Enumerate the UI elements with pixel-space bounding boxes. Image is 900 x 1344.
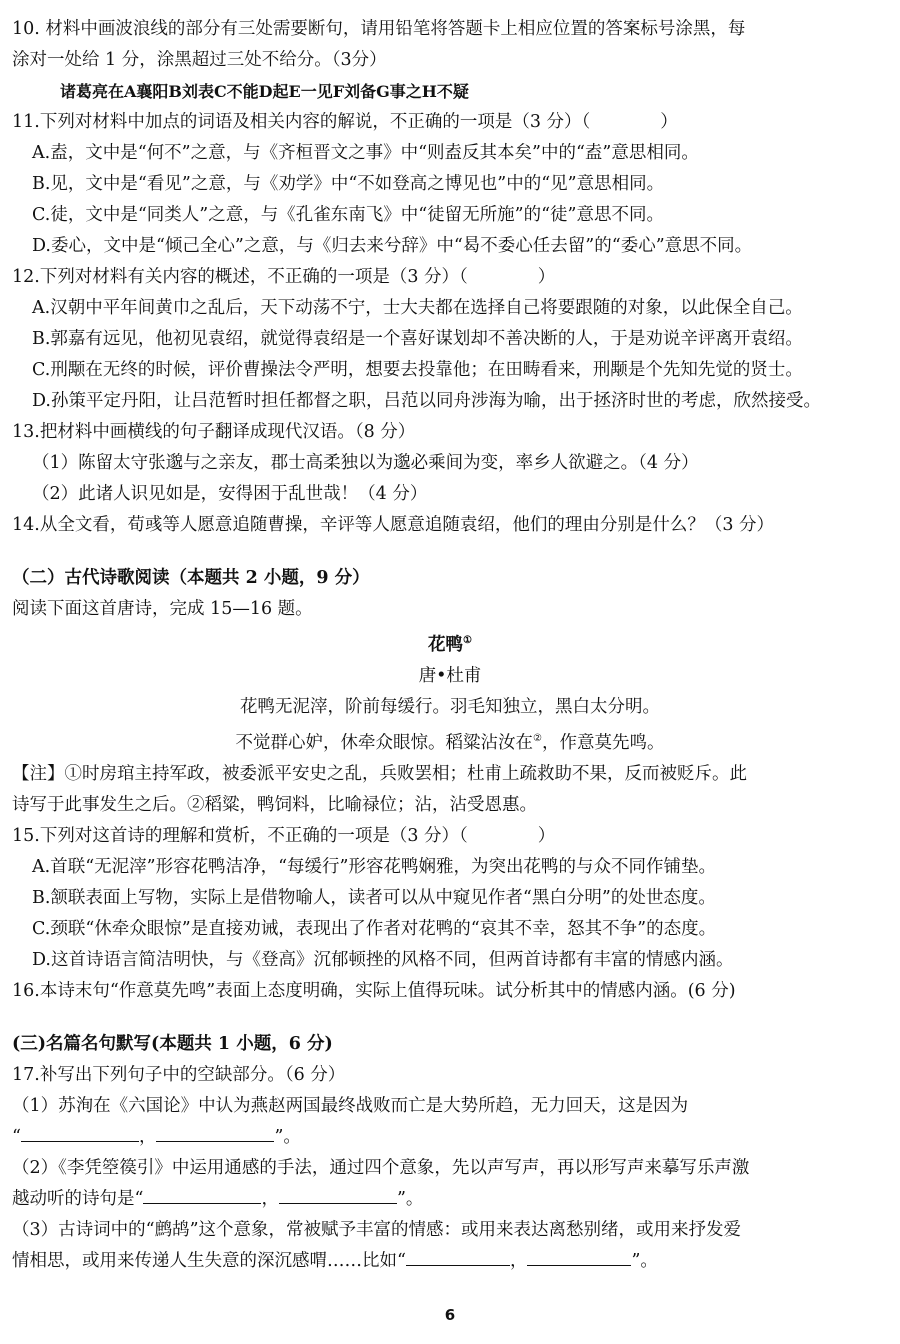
poem-line-2-note-mark: ②: [533, 732, 542, 744]
q17-s3-blank-1[interactable]: [406, 1247, 510, 1266]
poem-note-line1: 【注】①时房琯主持军政，被委派平安史之乱，兵败罢相；杜甫上疏救助不果，反而被贬斥。此: [12, 763, 747, 784]
q11-stem: 11.下列对材料中加点的词语及相关内容的解说，不正确的一项是（3 分）（ ）: [12, 112, 678, 132]
q10-line2: 涂对一处给 1 分，涂黑超过三处不给分。（3分）: [12, 50, 387, 70]
q12-option-b: B.郭嘉有远见，他初见袁绍，就觉得袁绍是一个喜好谋划却不善决断的人，于是劝说辛评离开袁绍。: [32, 329, 803, 349]
q12-option-c: C.刑颙在无终的时候，评价曹操法令严明，想要去投靠他；在田畴看来，刑颙是个先知先觉的贤士。: [32, 360, 803, 380]
poem-note-line2: 诗写于此事发生之后。②稻粱，鸭饲料，比喻禄位；沾，沾受恩惠。: [12, 794, 537, 815]
q17-s3-prefix: 情相思，或用来传递人生失意的深沉感喟……比如“: [12, 1250, 406, 1271]
q17-s2-prefix: 越动听的诗句是“: [12, 1188, 144, 1209]
q17-s1-open-quote: “: [12, 1126, 21, 1147]
q13-stem: 13.把材料中画横线的句子翻译成现代汉语。（8 分）: [12, 422, 416, 442]
q13-sentence-2: （2）此诸人识见如是，安得困于乱世哉！（4 分）: [32, 484, 428, 504]
q11-option-a: A.盍，文中是“何不”之意，与《齐桓晋文之事》中“则盍反其本矣”中的“盍”意思相同。: [32, 143, 699, 163]
q16-stem: 16.本诗末句“作意莫先鸣”表面上态度明确，实际上值得玩味。试分析其中的情感内涵。(6 分): [12, 980, 736, 1001]
q11-option-c: C.徒，文中是“同类人”之意，与《孔雀东南飞》中“徒留无所施”的“徒”意思不同。: [32, 205, 665, 225]
q15-option-d: D.这首诗语言简洁明快，与《登高》沉郁顿挫的风格不同，但两首诗都有丰富的情感内涵。: [32, 949, 734, 970]
q17-s2-blank-2[interactable]: [279, 1185, 397, 1204]
poem-title: [12, 625, 888, 661]
q17-s1-blank-2[interactable]: [156, 1123, 274, 1142]
poem-author: 唐•杜甫: [418, 665, 482, 686]
q17-s1-blank-1[interactable]: [21, 1123, 139, 1142]
poetry-intro: 阅读下面这首唐诗，完成 15—16 题。: [12, 599, 313, 619]
q17-s1-line2: [12, 1122, 888, 1153]
q10-line1: 10. 材料中画波浪线的部分有三处需要断句，请用铅笔将答题卡上相应位置的答案标号涂黑，每: [12, 19, 746, 39]
q17-s2-line2: [12, 1184, 888, 1215]
poem-line-2-part-b: ，作意莫先鸣。: [541, 732, 665, 753]
q15-option-a: A.首联“无泥滓”形容花鸭洁净，“每缓行”形容花鸭娴雅，为突出花鸭的与众不同作铺垫。: [32, 856, 716, 877]
recite-section-heading: (三)名篇名句默写(本题共 1 小题，6 分): [12, 1033, 333, 1054]
q14-stem: 14.从全文看，荀彧等人愿意追随曹操，辛评等人愿意追随袁绍，他们的理由分别是什么？（3 分）: [12, 515, 775, 535]
q17-s1-close-quote: ”。: [274, 1126, 301, 1147]
q17-s3-line2: [12, 1246, 888, 1277]
poetry-section-heading: （二）古代诗歌阅读（本题共 2 小题，9 分）: [12, 568, 370, 588]
q17-stem: 17.补写出下列句子中的空缺部分。（6 分）: [12, 1064, 346, 1085]
poem-title-text: 花鸭: [428, 634, 464, 655]
q17-s2-blank-1[interactable]: [143, 1185, 261, 1204]
q13-sentence-1: （1）陈留太守张邈与之亲友，郡士高柔独以为邈必乘间为变，率乡人欲避之。（4 分）: [32, 453, 699, 473]
q12-option-a: A.汉朝中平年间黄巾之乱后，天下动荡不宁，士大夫都在选择自己将要跟随的对象，以此保全自己。: [32, 298, 803, 318]
q17-s1-comma: ，: [138, 1126, 157, 1147]
q17-s2-line1: （2）《李凭箜篌引》中运用通感的手法，通过四个意象，先以声写声，再以形写声来摹写乐声激: [12, 1157, 750, 1178]
page-number: 6: [444, 1306, 456, 1324]
q15-option-c: C.颈联“休牵众眼惊”是直接劝诫，表现出了作者对花鸭的“哀其不幸，怒其不争”的态度。: [32, 918, 717, 939]
q17-s1-line1: （1）苏洵在《六国论》中认为燕赵两国最终战败而亡是大势所趋，无力回天，这是因为: [12, 1095, 689, 1116]
q11-option-b: B.见，文中是“看见”之意，与《劝学》中“不如登高之博见也”中的“见”意思相同。: [32, 174, 665, 194]
q17-s2-comma: ，: [261, 1188, 279, 1209]
q10-marked-text: 诸葛亮在A襄阳B刘表C不能D起E一见F刘备G事之H不疑: [60, 82, 469, 101]
q11-option-d: D.委心，文中是“倾己全心”之意，与《归去来兮辞》中“曷不委心任去留”的“委心”意思不同。: [32, 236, 753, 256]
q15-option-b: B.颔联表面上写物，实际上是借物喻人，读者可以从中窥见作者“黑白分明”的处世态度。: [32, 887, 716, 908]
q17-s2-close-quote: ”。: [396, 1188, 424, 1209]
q15-stem: 15.下列对这首诗的理解和赏析，不正确的一项是（3 分）（ ）: [12, 825, 556, 846]
q12-stem: 12.下列对材料有关内容的概述，不正确的一项是（3 分）（ ）: [12, 267, 556, 287]
poem-line-2-part-a: 不觉群心妒，休牵众眼惊。稻粱沾汝在: [235, 732, 534, 753]
q17-s3-blank-2[interactable]: [527, 1247, 631, 1266]
q12-option-d: D.孙策平定丹阳，让吕范暂时担任都督之职，吕范以同舟涉海为喻，出于拯济时世的考虑，欣然接受。: [32, 391, 821, 411]
poem-title-note-mark: ①: [463, 635, 472, 646]
q17-s3-comma: ，: [509, 1250, 528, 1271]
q17-s3-close-quote: ”。: [631, 1250, 658, 1271]
poem-line-1: 花鸭无泥滓，阶前每缓行。羽毛知独立，黑白太分明。: [240, 696, 660, 717]
poem-line-2: [12, 723, 888, 759]
q17-s3-line1: （3）古诗词中的“鹧鸪”这个意象，常被赋予丰富的情感：或用来表达离愁别绪，或用来抒发爱: [12, 1219, 742, 1240]
